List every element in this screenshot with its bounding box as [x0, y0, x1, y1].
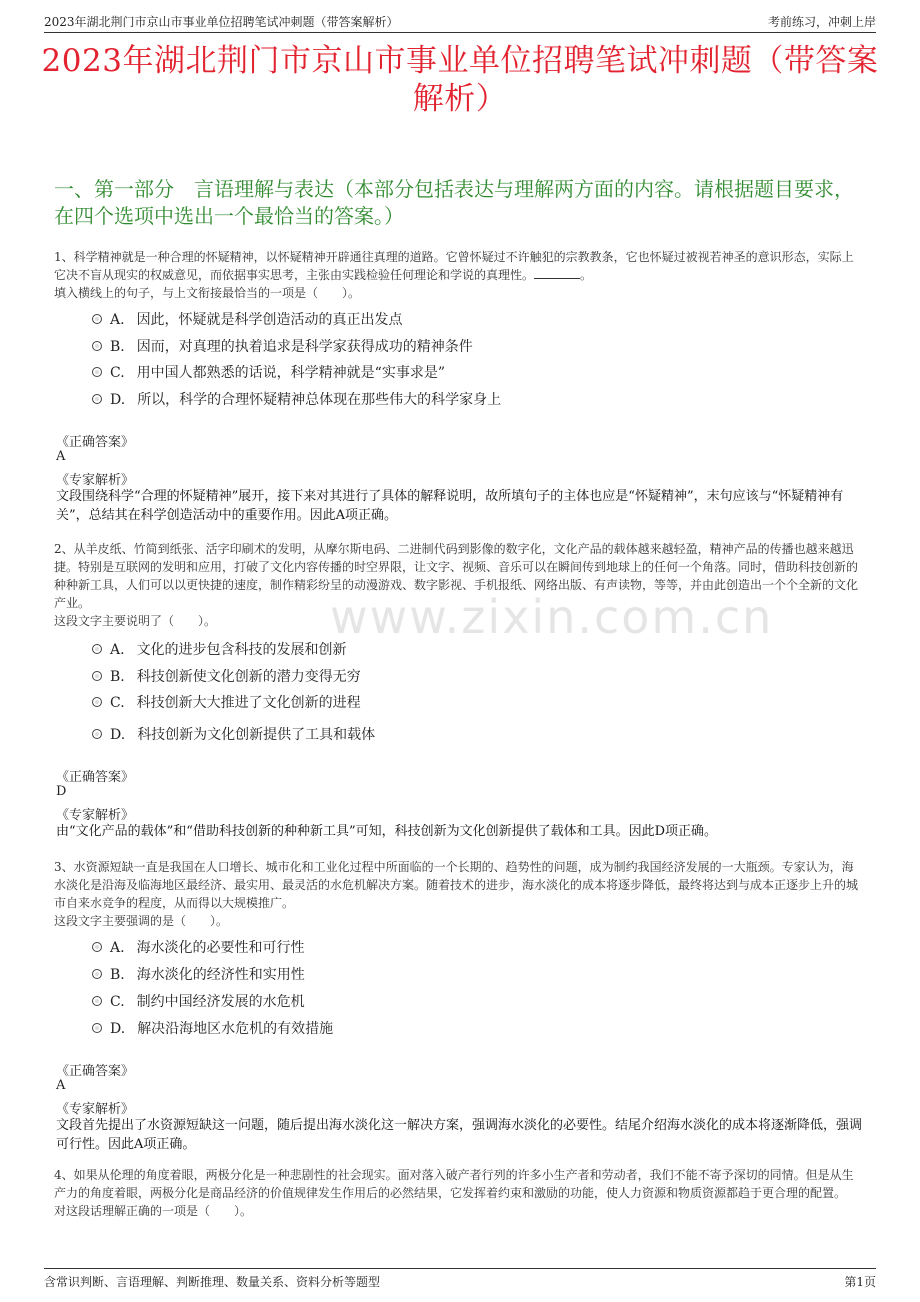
radio-icon[interactable] — [92, 969, 102, 979]
radio-icon[interactable] — [92, 942, 102, 952]
option-b[interactable]: B. 因而，对真理的执着追求是科学家获得成功的精神条件 — [92, 336, 473, 356]
option-d[interactable]: D. 所以，科学的合理怀疑精神总体现在那些伟大的科学家身上 — [92, 389, 501, 409]
option-c[interactable]: C. 用中国人都熟悉的话说，科学精神就是“实事求是” — [92, 362, 445, 382]
analysis-label: 《专家解析》 — [56, 473, 135, 488]
analysis-label: 《专家解析》 — [56, 1102, 135, 1117]
footer-topics: 含常识判断、言语理解、判断推理、数量关系、资料分析等题型 — [44, 1275, 381, 1289]
question-1 — [54, 248, 860, 302]
question-stem: 1、科学精神就是一种合理的怀疑精神，以怀疑精神开辟通往真理的道路。它曾怀疑过不许触犯的宗教教条，它也怀疑过被视若神圣的意识形态，实际上它决不盲从现实的权威意见，而依据事实思考，主张由实践检验任何理论和学说的真理性。 。 — [54, 250, 854, 282]
fill-blank — [534, 266, 580, 279]
question-stem: 2、从羊皮纸、竹简到纸张、活字印刷术的发明，从摩尔斯电码、二进制代码到影像的数字化，文化产品的载体越来越轻盈，精神产品的传播也越来越迅捷。特别是互联网的发明和应用，打破了文化内容传播的时空界限，让文字、视频、音乐可以在瞬间传到地球上的任何一个角落。同时，借助科技创新的种种新工具，人们可以以更快捷的速度，制作精彩纷呈的动漫游戏、数字影视、手机报纸、网络出版、有声读物，等等，并由此创造出一个个全新的文化产业。 — [54, 542, 859, 610]
radio-icon[interactable] — [92, 394, 102, 404]
question-prompt: 这段文字主要强调的是（ ）。 — [54, 914, 229, 928]
radio-icon[interactable] — [92, 697, 102, 707]
radio-icon[interactable] — [92, 996, 102, 1006]
option-a[interactable]: A. 因此，怀疑就是科学创造活动的真正出发点 — [92, 309, 403, 329]
radio-icon[interactable] — [92, 671, 102, 681]
question-stem: 4、如果从伦理的角度着眼，两极分化是一种悲剧性的社会现实。面对落入破产者行列的许多小生产者和劳动者，我们不能不寄予深切的同情。但是从生产力的角度着眼，两极分化是商品经济的价值规律发生作用后的必然结果，它发挥着约束和激励的功能，使人力资源和物质资源都趋于更合理的配置。 — [54, 1168, 854, 1200]
question-stem: 3、水资源短缺一直是我国在人口增长、城市化和工业化过程中所面临的一个长期的、趋势性的问题，成为制约我国经济发展的一大瓶颈。专家认为，海水淡化是沿海及临海地区最经济、最实用、最灵活的水危机解决方案。随着技术的进步，海水淡化的成本将逐步降低，最终将达到与成本正逐步上升的城市自来水竞争的程度，从而得以大规模推广。 — [54, 860, 859, 910]
option-b[interactable]: B. 海水淡化的经济性和实用性 — [92, 964, 305, 984]
question-prompt: 对这段话理解正确的一项是（ ）。 — [54, 1204, 253, 1218]
answer-label: 《正确答案》 — [56, 1064, 135, 1079]
radio-icon[interactable] — [92, 314, 102, 324]
question-2 — [54, 540, 860, 630]
watermark: www.zixin.com.cn — [330, 590, 774, 644]
analysis-text: 文段围绕科学“合理的怀疑精神”展开，接下来对其进行了具体的解释说明，故所填句子的主体也应是“怀疑精神”，末句应该与“怀疑精神有关”，总结其在科学创造活动中的重要作用。因此A项正确。 — [56, 489, 844, 523]
page-header — [44, 10, 876, 33]
option-c[interactable]: C. 制约中国经济发展的水危机 — [92, 991, 305, 1011]
answer-label: 《正确答案》 — [56, 435, 135, 450]
radio-icon[interactable] — [92, 729, 102, 739]
radio-icon[interactable] — [92, 341, 102, 351]
question-3 — [54, 858, 860, 930]
answer-label: 《正确答案》 — [56, 770, 135, 785]
answer-value: D — [56, 784, 67, 799]
page-number: 第1页 — [844, 1275, 876, 1289]
option-d[interactable]: D. 解决沿海地区水危机的有效措施 — [92, 1018, 333, 1038]
question-prompt: 填入横线上的句子，与上文衔接最恰当的一项是（ ）。 — [54, 286, 361, 300]
analysis-text: 由“文化产品的载体”和“借助科技创新的种种新工具”可知，科技创新为文化创新提供了载体和工具。因此D项正确。 — [56, 824, 718, 839]
question-prompt: 这段文字主要说明了（ ）。 — [54, 614, 217, 628]
option-a[interactable]: A. 文化的进步包含科技的发展和创新 — [92, 639, 347, 659]
answer-value: A — [56, 1078, 66, 1093]
option-c[interactable]: C. 科技创新大大推进了文化创新的进程 — [92, 692, 361, 712]
section-heading: 一、第一部分 言语理解与表达（本部分包括表达与理解两方面的内容。请根据题目要求，在四个选项中选出一个最恰当的答案。） — [54, 177, 854, 228]
analysis-text: 文段首先提出了水资源短缺这一问题，随后提出海水淡化这一解决方案，强调海水淡化的必要性。结尾介绍海水淡化的成本将逐渐降低，强调可行性。因此A项正确。 — [56, 1118, 863, 1152]
option-b[interactable]: B. 科技创新使文化创新的潜力变得无穷 — [92, 666, 361, 686]
answer-value: A — [56, 449, 66, 464]
header-slogan: 考前练习，冲刺上岸 — [767, 15, 876, 29]
option-d[interactable]: D. 科技创新为文化创新提供了工具和载体 — [92, 724, 375, 744]
analysis-label: 《专家解析》 — [56, 808, 135, 823]
radio-icon[interactable] — [92, 367, 102, 377]
option-a[interactable]: A. 海水淡化的必要性和可行性 — [92, 937, 305, 957]
radio-icon[interactable] — [92, 644, 102, 654]
radio-icon[interactable] — [92, 1023, 102, 1033]
header-title: 2023年湖北荆门市京山市事业单位招聘笔试冲刺题（带答案解析） — [44, 15, 399, 29]
page-footer — [44, 1268, 876, 1291]
question-4 — [54, 1166, 860, 1220]
document-title: 2023年湖北荆门市京山市事业单位招聘笔试冲刺题（带答案解析） — [41, 43, 879, 117]
